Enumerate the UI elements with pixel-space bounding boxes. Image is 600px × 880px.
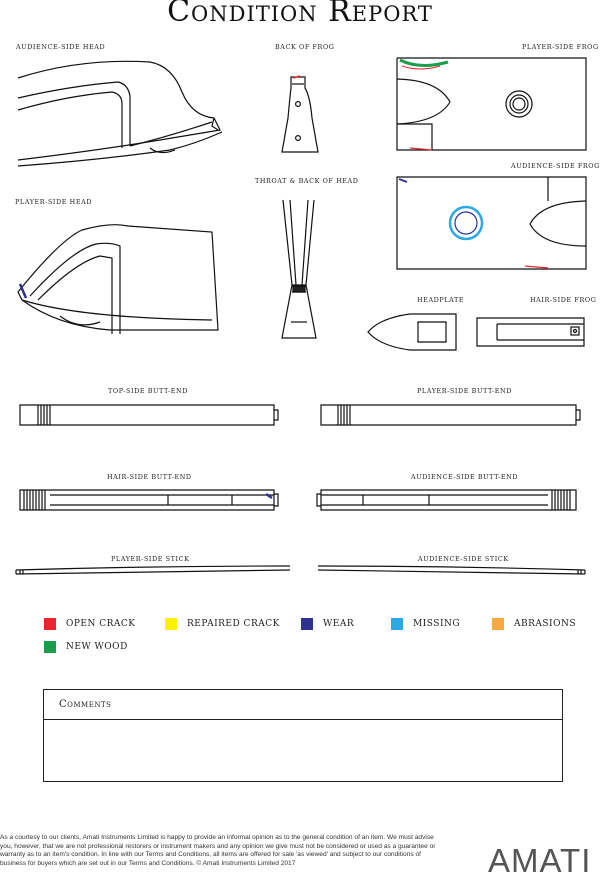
label-hair-side-frog: HAIR-SIDE FROG xyxy=(530,296,597,304)
legend-label-open-crack: OPEN CRACK xyxy=(66,619,136,629)
legend-item-abrasions xyxy=(492,617,576,631)
audience-side-frog-drawing xyxy=(397,177,586,269)
legend-swatch-missing xyxy=(391,618,403,630)
legend-label-wear: WEAR xyxy=(323,619,355,629)
legend-swatch-new-wood xyxy=(44,641,56,653)
label-throat-back-of-head: THROAT & BACK OF HEAD xyxy=(255,177,359,185)
comments-field[interactable] xyxy=(44,720,562,781)
audience-side-butt-end-drawing xyxy=(317,490,576,510)
label-audience-side-frog: AUDIENCE-SIDE FROG xyxy=(511,162,600,170)
player-side-butt-end-drawing xyxy=(321,405,580,425)
legend-swatch-repaired-crack xyxy=(165,618,177,630)
legend-swatch-abrasions xyxy=(492,618,504,630)
legend-label-missing: MISSING xyxy=(413,619,461,629)
audience-side-stick-drawing xyxy=(318,566,585,574)
legend-item-missing xyxy=(391,617,460,631)
label-player-side-head: PLAYER-SIDE HEAD xyxy=(15,198,93,206)
legend-item-new-wood xyxy=(44,640,128,654)
label-player-side-frog: PLAYER-SIDE FROG xyxy=(522,43,599,51)
player-side-frog-drawing xyxy=(397,58,586,150)
page-title: Condition Report xyxy=(167,0,433,29)
hair-side-frog-drawing xyxy=(477,318,584,346)
amati-logo: AMATI xyxy=(488,842,592,879)
comments-heading: Comments xyxy=(44,690,562,720)
hair-side-butt-end-drawing xyxy=(20,490,278,510)
comments-box xyxy=(43,689,563,782)
new-wood-mark xyxy=(400,60,448,66)
legend-swatch-wear xyxy=(301,618,313,630)
label-audience-side-butt-end: AUDIENCE-SIDE BUTT-END xyxy=(411,473,519,481)
legend-item-repaired-crack xyxy=(165,617,280,631)
player-side-stick-drawing xyxy=(16,566,290,574)
player-side-head-drawing xyxy=(18,225,218,334)
audience-side-head-drawing xyxy=(18,61,222,166)
legend-label-new-wood: NEW WOOD xyxy=(66,642,128,652)
throat-back-of-head-drawing xyxy=(282,200,316,338)
open-crack-mark xyxy=(293,76,300,78)
label-back-of-frog: BACK OF FROG xyxy=(275,43,335,51)
label-audience-side-stick: AUDIENCE-SIDE STICK xyxy=(418,555,509,563)
legend-label-abrasions: ABRASIONS xyxy=(514,619,577,629)
label-top-side-butt-end: TOP-SIDE BUTT-END xyxy=(108,387,188,395)
label-player-side-stick: PLAYER-SIDE STICK xyxy=(111,555,190,563)
back-of-frog-drawing xyxy=(282,76,318,152)
legend-label-repaired-crack: REPAIRED CRACK xyxy=(187,619,280,629)
label-headplate: HEADPLATE xyxy=(417,296,465,304)
headplate-drawing xyxy=(368,314,456,350)
legend-item-wear xyxy=(301,617,354,631)
label-audience-side-head: AUDIENCE-SIDE HEAD xyxy=(16,43,106,51)
label-hair-side-butt-end: HAIR-SIDE BUTT-END xyxy=(107,473,192,481)
top-side-butt-end-drawing xyxy=(20,405,278,425)
label-player-side-butt-end: PLAYER-SIDE BUTT-END xyxy=(417,387,512,395)
legend-swatch-open-crack xyxy=(44,618,56,630)
disclaimer-text: As a courtesy to our clients, Amati Instruments Limited is happy to provide an informal opinion as to the general condition of an item. We must advise you, however, that we are not professional restorers or instrument makers and any opinion we give must not be considered or used as a guarantee or warranty as to an item's condition. In line with our Terms and Conditions, all items are offered for sale 'as viewed' and subject to our conditions of business for buyers which are set out in our Terms and Conditions. © Amati Instruments Limited 2017 xyxy=(0,834,436,867)
legend-item-open-crack xyxy=(44,617,136,631)
